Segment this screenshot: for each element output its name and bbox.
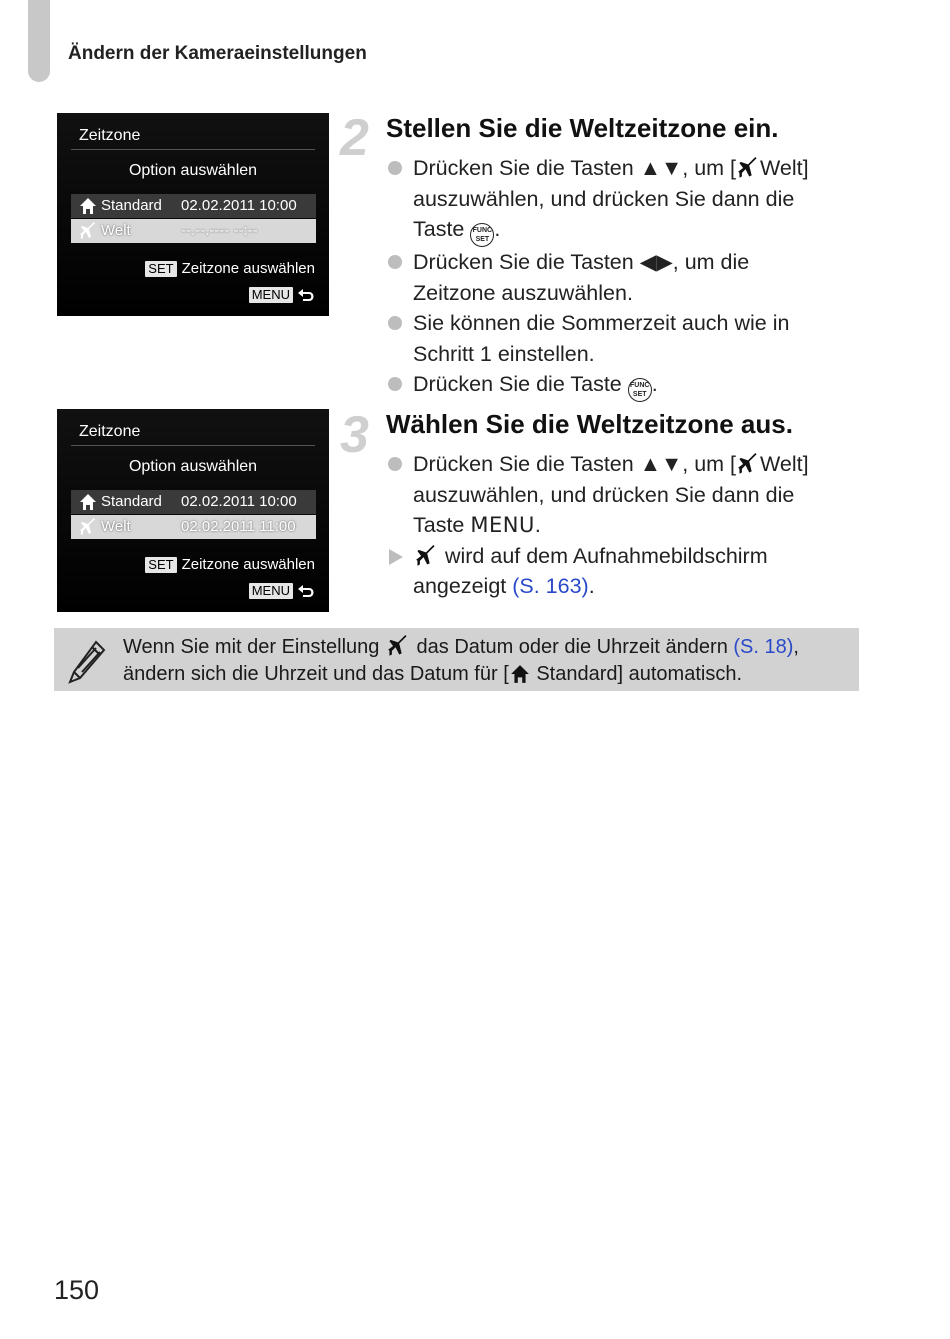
return-arrow-icon	[297, 288, 315, 302]
screen-subtitle: Option auswählen	[128, 458, 258, 475]
airplane-icon	[385, 635, 411, 657]
step-3-body	[386, 449, 886, 602]
menu-key: MENU	[249, 583, 293, 599]
home-icon	[79, 493, 97, 511]
bullet-dot	[388, 161, 402, 175]
left-right-arrows: ◀▶	[639, 250, 673, 274]
return-arrow-icon	[297, 584, 315, 598]
camera-screen-2	[57, 409, 329, 612]
func-set-button-icon: FUNC SET	[470, 223, 494, 247]
menu-hint	[249, 583, 315, 599]
screen-divider	[71, 149, 315, 150]
menu-button-label: MENU	[470, 513, 535, 537]
section-title: Ändern der Kameraeinstellungen	[68, 43, 367, 64]
screen-divider	[71, 445, 315, 446]
row-welt: Welt 02.02.2011 11:00	[71, 515, 316, 539]
bullet-press-func: Drücken Sie die Taste FUNC SET .	[386, 369, 886, 402]
step-3-heading: Wählen Sie die Weltzeitzone aus.	[386, 409, 793, 439]
airplane-icon	[736, 157, 760, 179]
set-hint: SET Zeitzone auswählen	[145, 260, 315, 277]
func-set-button-icon: FUNC SET	[628, 378, 652, 402]
up-down-arrows: ▲▼	[639, 156, 683, 180]
bullet-select-welt: Drücken Sie die Tasten ▲▼, um [ Welt] auszuwählen, und drücken Sie dann die Taste MENU.	[386, 449, 886, 541]
result-arrow-icon	[389, 549, 403, 565]
home-icon	[79, 197, 97, 215]
step-2-body	[386, 153, 886, 402]
screen-title: Zeitzone	[79, 127, 141, 144]
bullet-dot	[388, 316, 402, 330]
note-box	[54, 628, 859, 691]
set-key: SET	[145, 261, 176, 277]
row-welt: Welt --.--.---- --:--	[71, 219, 316, 243]
up-down-arrows: ▲▼	[639, 452, 683, 476]
set-key: SET	[145, 557, 176, 573]
airplane-icon	[413, 545, 439, 567]
bullet-choose-zone: Drücken Sie die Tasten ◀▶, um die Zeitzone auszuwählen.	[386, 247, 886, 308]
step-number-2: 2	[340, 109, 369, 167]
pencil-icon	[66, 638, 108, 686]
menu-hint	[249, 287, 315, 303]
row-standard: Standard 02.02.2011 10:00	[71, 490, 316, 514]
screen-title: Zeitzone	[79, 423, 141, 440]
camera-screen-1	[57, 113, 329, 316]
airplane-icon	[736, 453, 760, 475]
bullet-daylight-saving: Sie können die Sommerzeit auch wie in Schritt 1 einstellen.	[386, 308, 886, 369]
bullet-dot	[388, 255, 402, 269]
bullet-select-welt: Drücken Sie die Tasten ▲▼, um [ Welt] auszuwählen, und drücken Sie dann die Taste FUNC SET .	[386, 153, 886, 247]
airplane-icon	[79, 518, 97, 536]
note-text: Wenn Sie mit der Einstellung das Datum oder die Uhrzeit ändern (S. 18), ändern sich die Uhrzeit und das Datum für [ Standard] automatisch.	[123, 636, 799, 685]
step-2-heading: Stellen Sie die Weltzeitzone ein.	[386, 113, 779, 143]
row-standard: Standard 02.02.2011 10:00	[71, 194, 316, 218]
bullet-dot	[388, 457, 402, 471]
result-airplane-shown: wird auf dem Aufnahmebildschirm angezeigt (S. 163).	[386, 541, 886, 602]
page-number: 150	[54, 1275, 100, 1305]
page-link-163[interactable]: (S. 163)	[512, 574, 589, 598]
section-tab-marker	[28, 0, 50, 82]
airplane-icon	[79, 222, 97, 240]
home-icon	[509, 664, 531, 684]
screen-subtitle: Option auswählen	[128, 162, 258, 179]
set-hint: SET Zeitzone auswählen	[145, 556, 315, 573]
step-number-3: 3	[340, 406, 369, 464]
menu-key: MENU	[249, 287, 293, 303]
bullet-dot	[388, 377, 402, 391]
page-link-18[interactable]: (S. 18)	[733, 636, 794, 658]
